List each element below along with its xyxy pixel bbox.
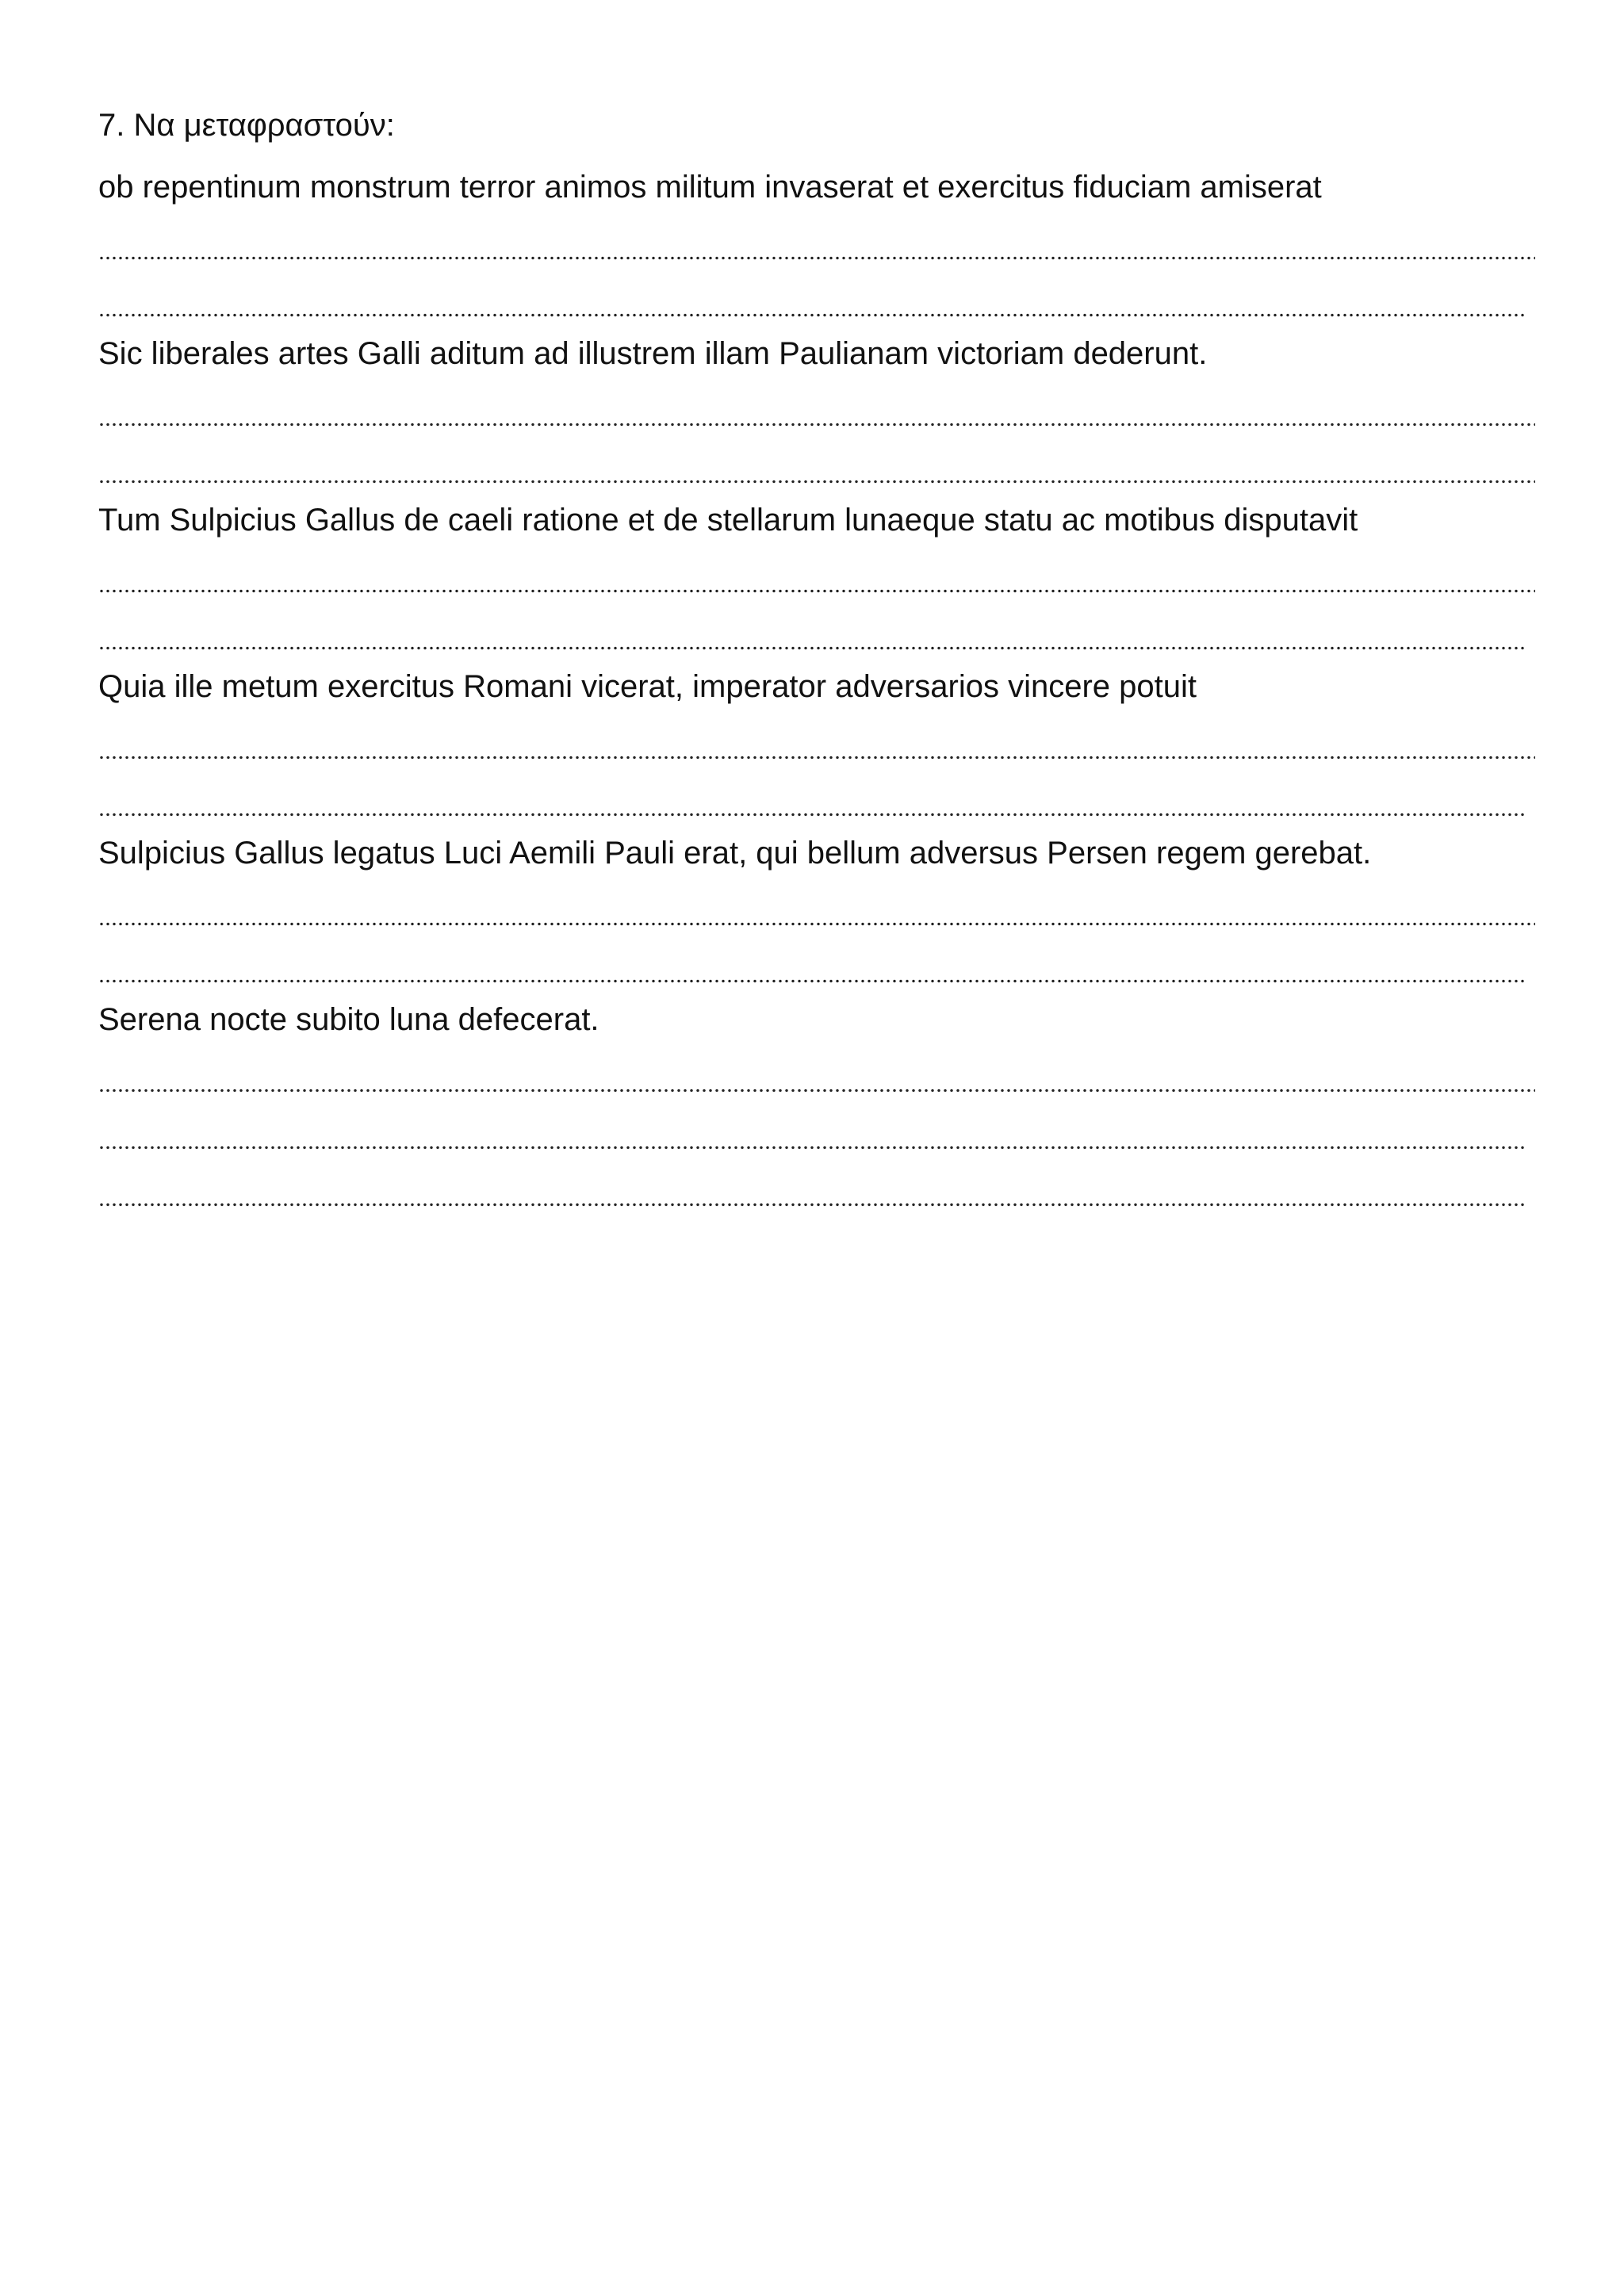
- answer-line[interactable]: [98, 1100, 1535, 1158]
- answer-line[interactable]: [98, 877, 1535, 934]
- latin-sentence: Sic liberales artes Galli aditum ad illustrem illam Paulianam victoriam dederunt.: [98, 336, 1208, 371]
- sentence-block-1: [98, 163, 1535, 325]
- answer-line[interactable]: [98, 544, 1535, 601]
- sentence-block-2: [98, 330, 1535, 492]
- answer-line[interactable]: [98, 1043, 1535, 1100]
- latin-sentence: Quia ille metum exercitus Romani vicerat, imperator adversarios vincere potuit: [98, 669, 1197, 704]
- sentence-block-5: [98, 829, 1535, 991]
- exercise-heading: 7. Να μεταφραστούν:: [98, 108, 395, 143]
- answer-line[interactable]: [98, 767, 1535, 825]
- answer-line[interactable]: [98, 377, 1535, 434]
- exercise-section: [98, 101, 1535, 1219]
- latin-sentence: Sulpicius Gallus legatus Luci Aemili Pauli erat, qui bellum adversus Persen regem gerebat.: [98, 836, 1372, 871]
- latin-sentence: ob repentinum monstrum terror animos militum invaserat et exercitus fiduciam amiserat: [98, 170, 1322, 205]
- answer-line[interactable]: [98, 268, 1535, 325]
- answer-line[interactable]: [98, 710, 1535, 767]
- answer-line[interactable]: [98, 601, 1535, 658]
- latin-sentence: Serena nocte subito luna defecerat.: [98, 1002, 599, 1037]
- answer-line[interactable]: [98, 1158, 1535, 1215]
- sentence-block-4: [98, 663, 1535, 825]
- sentence-block-6: [98, 996, 1535, 1215]
- answer-line[interactable]: [98, 934, 1535, 991]
- answer-line[interactable]: [98, 434, 1535, 492]
- latin-sentence: Tum Sulpicius Gallus de caeli ratione et de stellarum lunaeque statu ac motibus disputavit: [98, 503, 1358, 538]
- answer-line[interactable]: [98, 211, 1535, 268]
- sentence-block-3: [98, 496, 1535, 658]
